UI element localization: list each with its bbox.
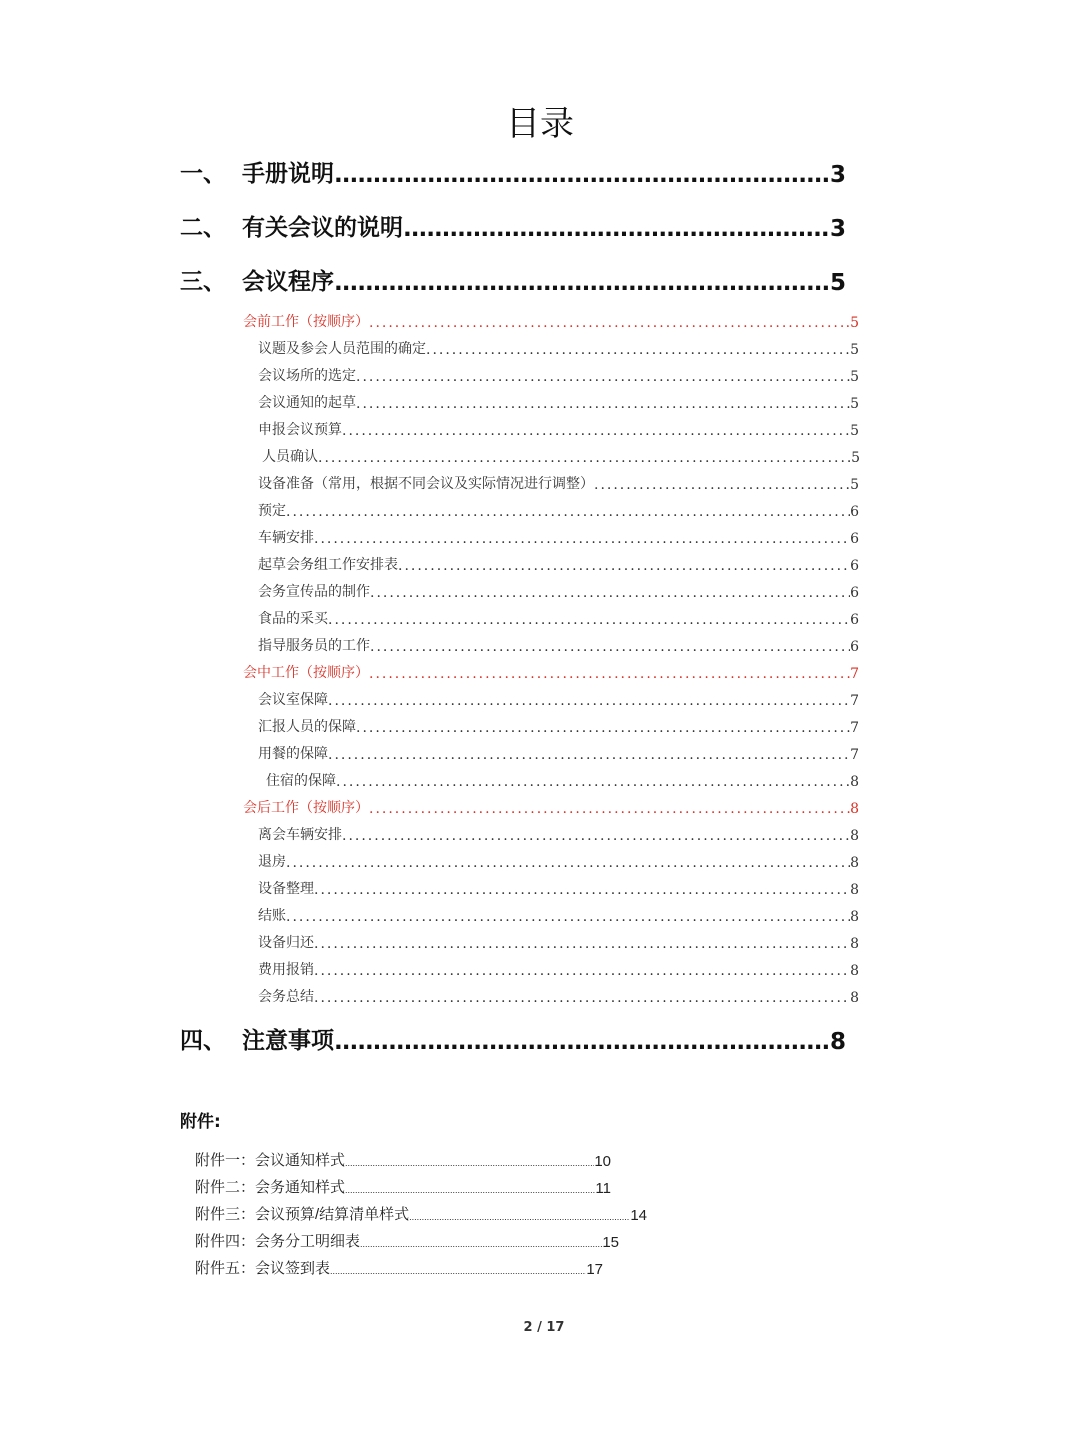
section-label: 注意事项: [242, 1028, 334, 1054]
page-title: 目录: [506, 104, 574, 144]
toc-subsection-heading[interactable]: [243, 795, 859, 817]
page-number: 8: [850, 936, 859, 952]
toc-entry[interactable]: [258, 606, 859, 628]
dot-leader: [369, 315, 846, 331]
dot-leader: [345, 1153, 594, 1170]
page-number: 5: [829, 270, 846, 296]
page-number: 6: [850, 504, 859, 520]
page-number: 17: [586, 1261, 603, 1278]
page-number: 3: [829, 162, 846, 188]
dot-leader: [398, 558, 850, 574]
entry-label: 住宿的保障: [266, 773, 336, 789]
entry-label: 起草会务组工作安排表: [258, 557, 398, 573]
toc-entry[interactable]: [258, 849, 859, 871]
entry-label: 会务总结: [258, 989, 314, 1005]
toc-entry[interactable]: [258, 525, 859, 547]
dot-leader: [314, 990, 850, 1006]
toc-entry[interactable]: [258, 390, 859, 412]
dot-leader: [369, 801, 850, 817]
dot-leader: [314, 963, 850, 979]
dot-leader: [370, 639, 850, 655]
toc-entry[interactable]: [258, 903, 859, 925]
dot-leader: [286, 909, 850, 925]
section-number: 二、: [180, 215, 226, 241]
page-number: 6: [850, 612, 859, 628]
entry-label: 会议场所的选定: [258, 368, 356, 384]
dot-leader: [328, 693, 850, 709]
dot-leader: [314, 531, 850, 547]
page-indicator: 2 / 17: [523, 1320, 565, 1335]
dot-leader: [334, 162, 830, 188]
entry-label: 指导服务员的工作: [258, 638, 370, 654]
section-number: 三、: [180, 269, 226, 295]
dot-leader: [426, 342, 850, 358]
toc-entry[interactable]: [258, 822, 859, 844]
toc-section-3[interactable]: [180, 262, 846, 296]
entry-label: 预定: [258, 503, 286, 519]
page-number: 8: [850, 882, 859, 898]
entry-label: 离会车辆安排: [258, 827, 342, 843]
section-number: 四、: [180, 1028, 226, 1054]
dot-leader: [356, 396, 850, 412]
entry-label: 申报会议预算: [258, 422, 342, 438]
page-number: .5: [845, 315, 859, 331]
toc-subsection-heading[interactable]: [243, 309, 859, 331]
dot-leader: [356, 720, 850, 736]
entry-label: 会中工作（按顺序）: [243, 665, 369, 681]
page-number: 6: [850, 585, 859, 601]
attachment-entry[interactable]: [195, 1175, 611, 1197]
entry-label: 费用报销: [258, 962, 314, 978]
entry-label: 汇报人员的保障: [258, 719, 356, 735]
attachment-label: 附件二：会务通知样式: [195, 1179, 346, 1196]
page-number: 5: [850, 477, 859, 493]
page-number: 5: [850, 423, 859, 439]
page-number: 5: [850, 396, 859, 412]
dot-leader: [369, 666, 850, 682]
entry-label: 会务宣传品的制作: [258, 584, 370, 600]
entry-label: 会后工作（按顺序）: [243, 800, 369, 816]
toc-entry[interactable]: [258, 714, 859, 736]
dot-leader: [356, 369, 850, 385]
toc-section-2[interactable]: [180, 208, 846, 242]
page-number: 7: [850, 747, 859, 763]
entry-label: 车辆安排: [258, 530, 314, 546]
toc-entry[interactable]: [258, 471, 859, 493]
entry-label: 设备准备（常用，根据不同会议及实际情况进行调整）: [258, 476, 594, 492]
page-number: 8: [850, 990, 859, 1006]
page-number: 8: [850, 801, 859, 817]
attachment-entry[interactable]: [195, 1229, 619, 1251]
page-number: 7: [850, 666, 859, 682]
dot-leader: [334, 270, 830, 296]
page-number: 5: [850, 342, 859, 358]
attachment-label: 附件四：会务分工明细表: [195, 1233, 361, 1250]
entry-label: 议题及参会人员范围的确定: [258, 341, 426, 357]
attachment-label: 附件三：会议预算/结算清单样式: [195, 1206, 410, 1223]
attachment-entry[interactable]: [195, 1148, 611, 1170]
toc-entry[interactable]: [258, 876, 859, 898]
section-label: 会议程序: [242, 269, 334, 295]
entry-label: 人员确认: [262, 449, 318, 465]
toc-entry[interactable]: [258, 498, 859, 520]
page-number: 10: [594, 1153, 611, 1170]
section-label: 手册说明: [242, 161, 334, 187]
toc-entry[interactable]: [258, 633, 859, 655]
section-number: 一、: [180, 161, 226, 187]
page-number: 8: [850, 774, 859, 790]
page-number: 15: [602, 1234, 619, 1251]
page-number: 5: [850, 369, 859, 385]
dot-leader: [318, 450, 851, 466]
toc-entry[interactable]: [258, 687, 859, 709]
page-number: 8: [829, 1029, 846, 1055]
dot-leader: [330, 1261, 586, 1278]
dot-leader: [342, 828, 850, 844]
dot-leader: [360, 1234, 602, 1251]
toc-entry[interactable]: [258, 417, 859, 439]
page-number: 14: [630, 1207, 647, 1224]
attachments-heading: 附件:: [180, 1112, 221, 1132]
dot-leader: [286, 504, 850, 520]
entry-label: 会议室保障: [258, 692, 328, 708]
dot-leader: [328, 747, 850, 763]
dot-leader: [314, 936, 850, 952]
dot-leader: [409, 1207, 630, 1224]
entry-label: 会议通知的起草: [258, 395, 356, 411]
entry-label: 设备归还: [258, 935, 314, 951]
toc-entry[interactable]: [258, 957, 859, 979]
toc-entry[interactable]: [258, 336, 859, 358]
entry-label: 用餐的保障: [258, 746, 328, 762]
dot-leader: [336, 774, 850, 790]
page-number: 6: [850, 558, 859, 574]
dot-leader: [314, 882, 850, 898]
attachment-entry[interactable]: [195, 1256, 603, 1278]
attachment-entry[interactable]: [195, 1202, 647, 1224]
toc-entry[interactable]: [258, 363, 859, 385]
toc-section-4[interactable]: [180, 1021, 846, 1055]
page-number: 8: [850, 828, 859, 844]
toc-entry[interactable]: [258, 930, 859, 952]
page-number: 8: [850, 855, 859, 871]
page-number: 11: [595, 1180, 611, 1197]
page-number: 5: [851, 450, 860, 466]
attachment-label: 附件一：会议通知样式: [195, 1152, 346, 1169]
dot-leader: [342, 423, 850, 439]
toc-entry[interactable]: [262, 444, 860, 466]
entry-label: 食品的采买: [258, 611, 328, 627]
toc-section-1[interactable]: [180, 154, 846, 188]
dot-leader: [345, 1180, 595, 1197]
page-number: 8: [850, 909, 859, 925]
toc-entry[interactable]: [258, 984, 859, 1006]
section-label: 有关会议的说明: [242, 215, 403, 241]
page-number: 3: [829, 216, 846, 242]
page-number: 8: [850, 963, 859, 979]
dot-leader: [594, 477, 850, 493]
toc-entry[interactable]: [258, 552, 859, 574]
page-number: 7: [850, 693, 859, 709]
entry-label: 会前工作（按顺序）: [243, 314, 369, 330]
toc-subsection-heading[interactable]: [243, 660, 859, 682]
dot-leader: [334, 1029, 830, 1055]
page-number: 6: [850, 639, 859, 655]
toc-entry[interactable]: [258, 579, 859, 601]
entry-label: 退房: [258, 854, 286, 870]
entry-label: 结账: [258, 908, 286, 924]
entry-label: 设备整理: [258, 881, 314, 897]
dot-leader: [286, 855, 850, 871]
dot-leader: [370, 585, 850, 601]
dot-leader: [403, 216, 830, 242]
page-number: 7: [850, 720, 859, 736]
attachment-label: 附件五：会议签到表: [195, 1260, 331, 1277]
dot-leader: [328, 612, 850, 628]
toc-entry[interactable]: [266, 768, 859, 790]
page-number: 6: [850, 531, 859, 547]
toc-entry[interactable]: [258, 741, 859, 763]
